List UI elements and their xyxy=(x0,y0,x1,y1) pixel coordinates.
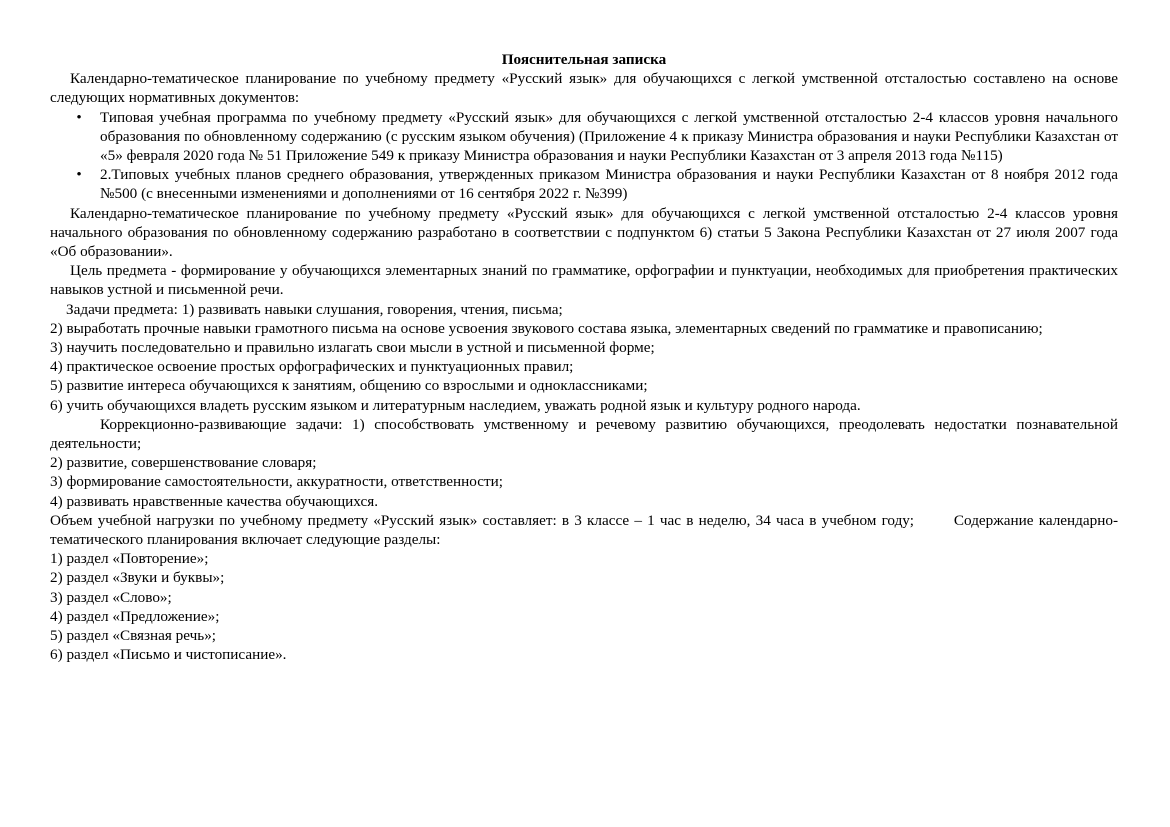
section-line: 1) раздел «Повторение»; xyxy=(50,550,209,568)
document-title: Пояснительная записка xyxy=(501,51,667,68)
section-line: 3) раздел «Слово»; xyxy=(50,588,172,606)
task-line: Задачи предмета: 1) развивать навыки слушания, говорения, чтения, письма; xyxy=(66,300,563,318)
list-item xyxy=(50,108,1118,166)
task-line: 5) развитие интереса обучающихся к занятиям, общению со взрослыми и одноклассниками; xyxy=(50,377,648,395)
list-item-text: 2.Типовых учебных планов среднего образования, утвержденных приказом Министра образования и науки Республики Казахстан от 8 ноября 2012 года №500 (с внесенными изменениями и дополнениями от 16 сентября 2022 г. №399) xyxy=(100,166,1118,203)
list-item xyxy=(50,165,1118,203)
correction-task-line: 2) развитие, совершенствование словаря; xyxy=(50,454,317,472)
task-line: 6) учить обучающихся владеть русским языком и литературным наследием, уважать родной язык и культуру родного народа. xyxy=(50,396,861,414)
section-line: 2) раздел «Звуки и буквы»; xyxy=(50,569,225,587)
task-line: 2) выработать прочные навыки грамотного письма на основе усвоения звукового состава языка, элементарных сведений по грамматике и правописанию; xyxy=(50,319,1043,337)
correction-task-line: 3) формирование самостоятельности, аккуратности, ответственности; xyxy=(50,473,503,491)
normative-documents-list xyxy=(50,108,1118,204)
bullet-icon: • xyxy=(76,108,82,126)
section-line: 6) раздел «Письмо и чистописание». xyxy=(50,646,287,664)
list-item-text: Типовая учебная программа по учебному предмету «Русский язык» для обучающихся с легкой умственной отсталостью 2-4 классов уровня начального образования по обновленному содержанию (с русским языком обучения) (Приложение 4 к приказу Министра образования и науки Республики Казахстан от «5» февраля 2020 года № 51 Приложение 549 к приказу Министра образования и науки Республики Казахстан от 3 апреля 2013 года №115) xyxy=(100,108,1118,165)
study-load-text: Объем учебной нагрузки по учебному предмету «Русский язык» составляет: в 3 классе – 1 час в неделю, 34 часа в учебном году; xyxy=(50,511,914,529)
section-line: 4) раздел «Предложение»; xyxy=(50,607,220,625)
bullet-icon: • xyxy=(76,166,82,184)
content-intro-text: Содержание календарно-тематического планирования включает следующие разделы: xyxy=(50,511,1119,549)
legal-basis-paragraph: Календарно-тематическое планирование по учебному предмету «Русский язык» для обучающихся с легкой умственной отсталостью 2-4 классов уровня начального образования по обновленному содержанию разработано в соответствии с подпунктом 6) статьи 5 Закона Республики Казахстан от 27 июля 2007 года «Об образовании». xyxy=(50,204,1118,261)
correction-task-line: 4) развивать нравственные качества обучающихся. xyxy=(50,492,378,510)
task-line: 4) практическое освоение простых орфографических и пунктуационных правил; xyxy=(50,358,574,376)
section-line: 5) раздел «Связная речь»; xyxy=(50,627,217,645)
task-line: 3) научить последовательно и правильно излагать свои мысли в устной и письменной форме; xyxy=(50,339,655,357)
load-and-content-paragraph xyxy=(50,511,1118,549)
correction-task-line: Коррекционно-развивающие задачи: 1) способствовать умственному и речевому развитию обучающихся, преодолевать недостатки познавательной деятельности; xyxy=(50,415,1118,453)
goal-paragraph: Цель предмета - формирование у обучающихся элементарных знаний по грамматике, орфографии и пунктуации, необходимых для приобретения практических навыков устной и письменной речи. xyxy=(50,262,1118,299)
intro-paragraph: Календарно-тематическое планирование по учебному предмету «Русский язык» для обучающихся с легкой умственной отсталостью составлено на основе следующих нормативных документов: xyxy=(50,70,1118,107)
